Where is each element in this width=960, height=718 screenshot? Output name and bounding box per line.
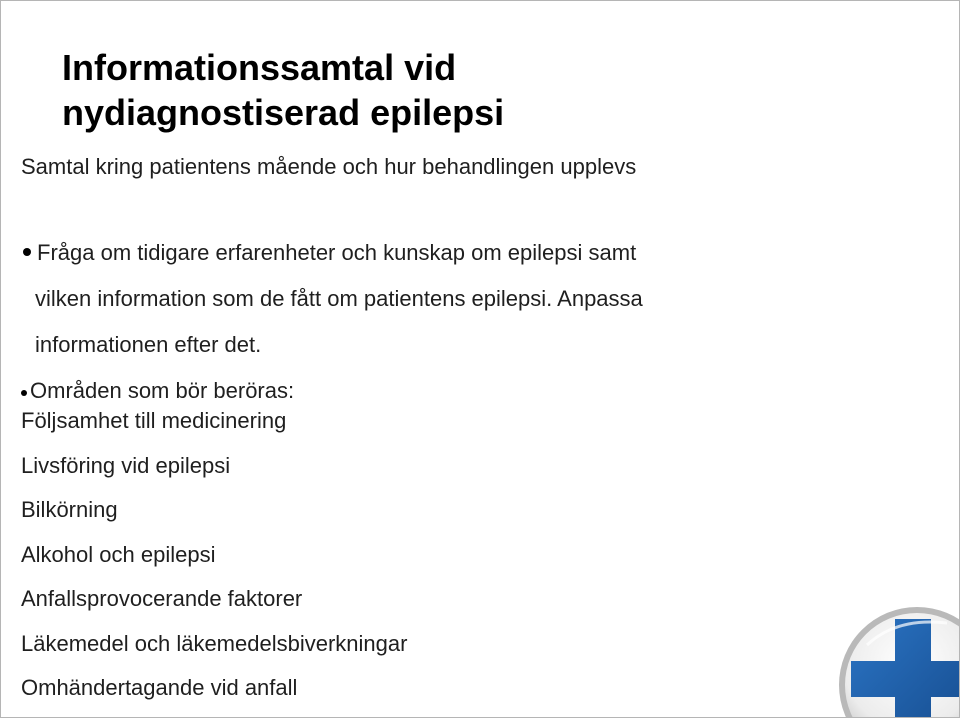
bullet-item-1 — [21, 230, 821, 276]
slide-subtitle: Samtal kring patientens mående och hur behandlingen upplevs — [21, 154, 637, 179]
blue-cross-badge-icon — [837, 605, 960, 718]
title-line-2: nydiagnostiserad epilepsi — [62, 92, 505, 133]
topic-item: Omhändertagande vid anfall — [21, 675, 298, 700]
slide-title — [62, 45, 822, 135]
bullet-1-line-1: Fråga om tidigare erfarenheter och kunskap om epilepsi samt — [37, 240, 637, 265]
bullet-list — [21, 230, 821, 414]
bullet-1-continuation-2: informationen efter det. — [35, 332, 262, 357]
topic-item: Alkohol och epilepsi — [21, 541, 216, 567]
topic-item: Anfallsprovocerande faktorer — [21, 586, 303, 611]
bullet-1-continuation-1: vilken information som de fått om patientens epilepsi. Anpassa — [35, 286, 643, 311]
topic-item: Läkemedel och läkemedelsbiverkningar — [21, 630, 408, 656]
title-line-1: Informationssamtal vid — [62, 47, 457, 88]
topic-item: Livsföring vid epilepsi — [21, 452, 231, 478]
topics-list — [21, 399, 407, 711]
topic-item: Bilkörning — [21, 497, 118, 522]
bullet-dot-icon — [23, 248, 31, 256]
topic-item: Följsamhet till medicinering — [21, 408, 287, 433]
bullet-dot-icon — [21, 390, 27, 396]
bullet-2-text: Områden som bör beröras: — [30, 378, 295, 403]
